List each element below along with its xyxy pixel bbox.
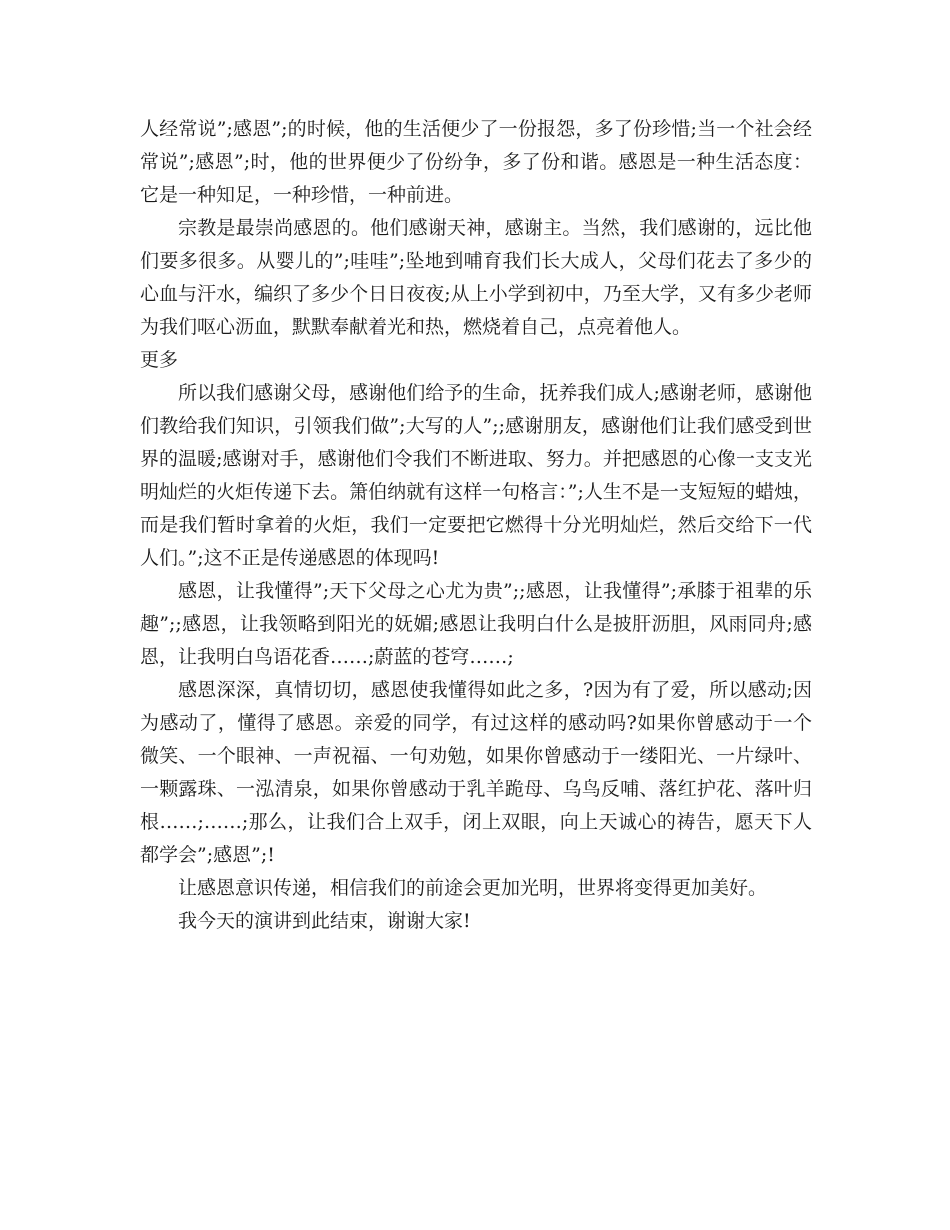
paragraph-6: 让感恩意识传递，相信我们的前途会更加光明，世界将变得更加美好。 (178, 877, 768, 899)
paragraph-7: 我今天的演讲到此结束，谢谢大家! (178, 910, 471, 932)
more-label: 更多 (140, 349, 179, 371)
document-body (140, 113, 812, 938)
paragraph-2: 宗教是最崇尚感恩的。他们感谢天神，感谢主。当然，我们感谢的，远比他们要多很多。从婴儿的”;哇哇”;坠地到哺育我们长大成人，父母们花去了多少的心血与汗水，编织了多少个日日夜夜;从上小学到初中，乃至大学，又有多少老师为我们呕心沥血，默默奉献着光和热，燃烧着自己，点亮着他人。 (140, 217, 812, 338)
paragraph-5: 感恩深深，真情切切，感恩使我懂得如此之多，?因为有了爱，所以感动;因为感动了，懂得了感恩。亲爱的同学，有过这样的感动吗?如果你曾感动于一个微笑、一个眼神、一声祝福、一句劝勉，如果你曾感动于一缕阳光、一片绿叶、一颗露珠、一泓清泉，如果你曾感动于乳羊跪母、乌鸟反哺、落红护花、落叶归根……;……;那么，让我们合上双手，闭上双眼，向上天诚心的祷告，愿天下人都学会”;感恩”;! (140, 679, 812, 866)
paragraph-4: 感恩，让我懂得”;天下父母之心尤为贵”;;感恩，让我懂得”;承膝于祖辈的乐趣”;;感恩，让我领略到阳光的妩媚;感恩让我明白什么是披肝沥胆，风雨同舟;感恩，让我明白鸟语花香……;蔚蓝的苍穹……; (140, 580, 812, 668)
paragraph-3: 所以我们感谢父母，感谢他们给予的生命，抚养我们成人;感谢老师，感谢他们教给我们知识，引领我们做”;大写的人”;;感谢朋友，感谢他们让我们感受到世界的温暖;感谢对手，感谢他们令我们不断进取、努力。并把感恩的心像一支支光明灿烂的火炬传递下去。箫伯纳就有这样一句格言：”;人生不是一支短短的蜡烛，而是我们暂时拿着的火炬，我们一定要把它燃得十分光明灿烂，然后交给下一代人们。”;这不正是传递感恩的体现吗! (140, 382, 812, 569)
paragraph-1: 人经常说”;感恩”;的时候，他的生活便少了一份报怨，多了份珍惜;当一个社会经常说”;感恩”;时，他的世界便少了份纷争，多了份和谐。感恩是一种生活态度：它是一种知足，一种珍惜，一种前进。 (140, 118, 812, 206)
